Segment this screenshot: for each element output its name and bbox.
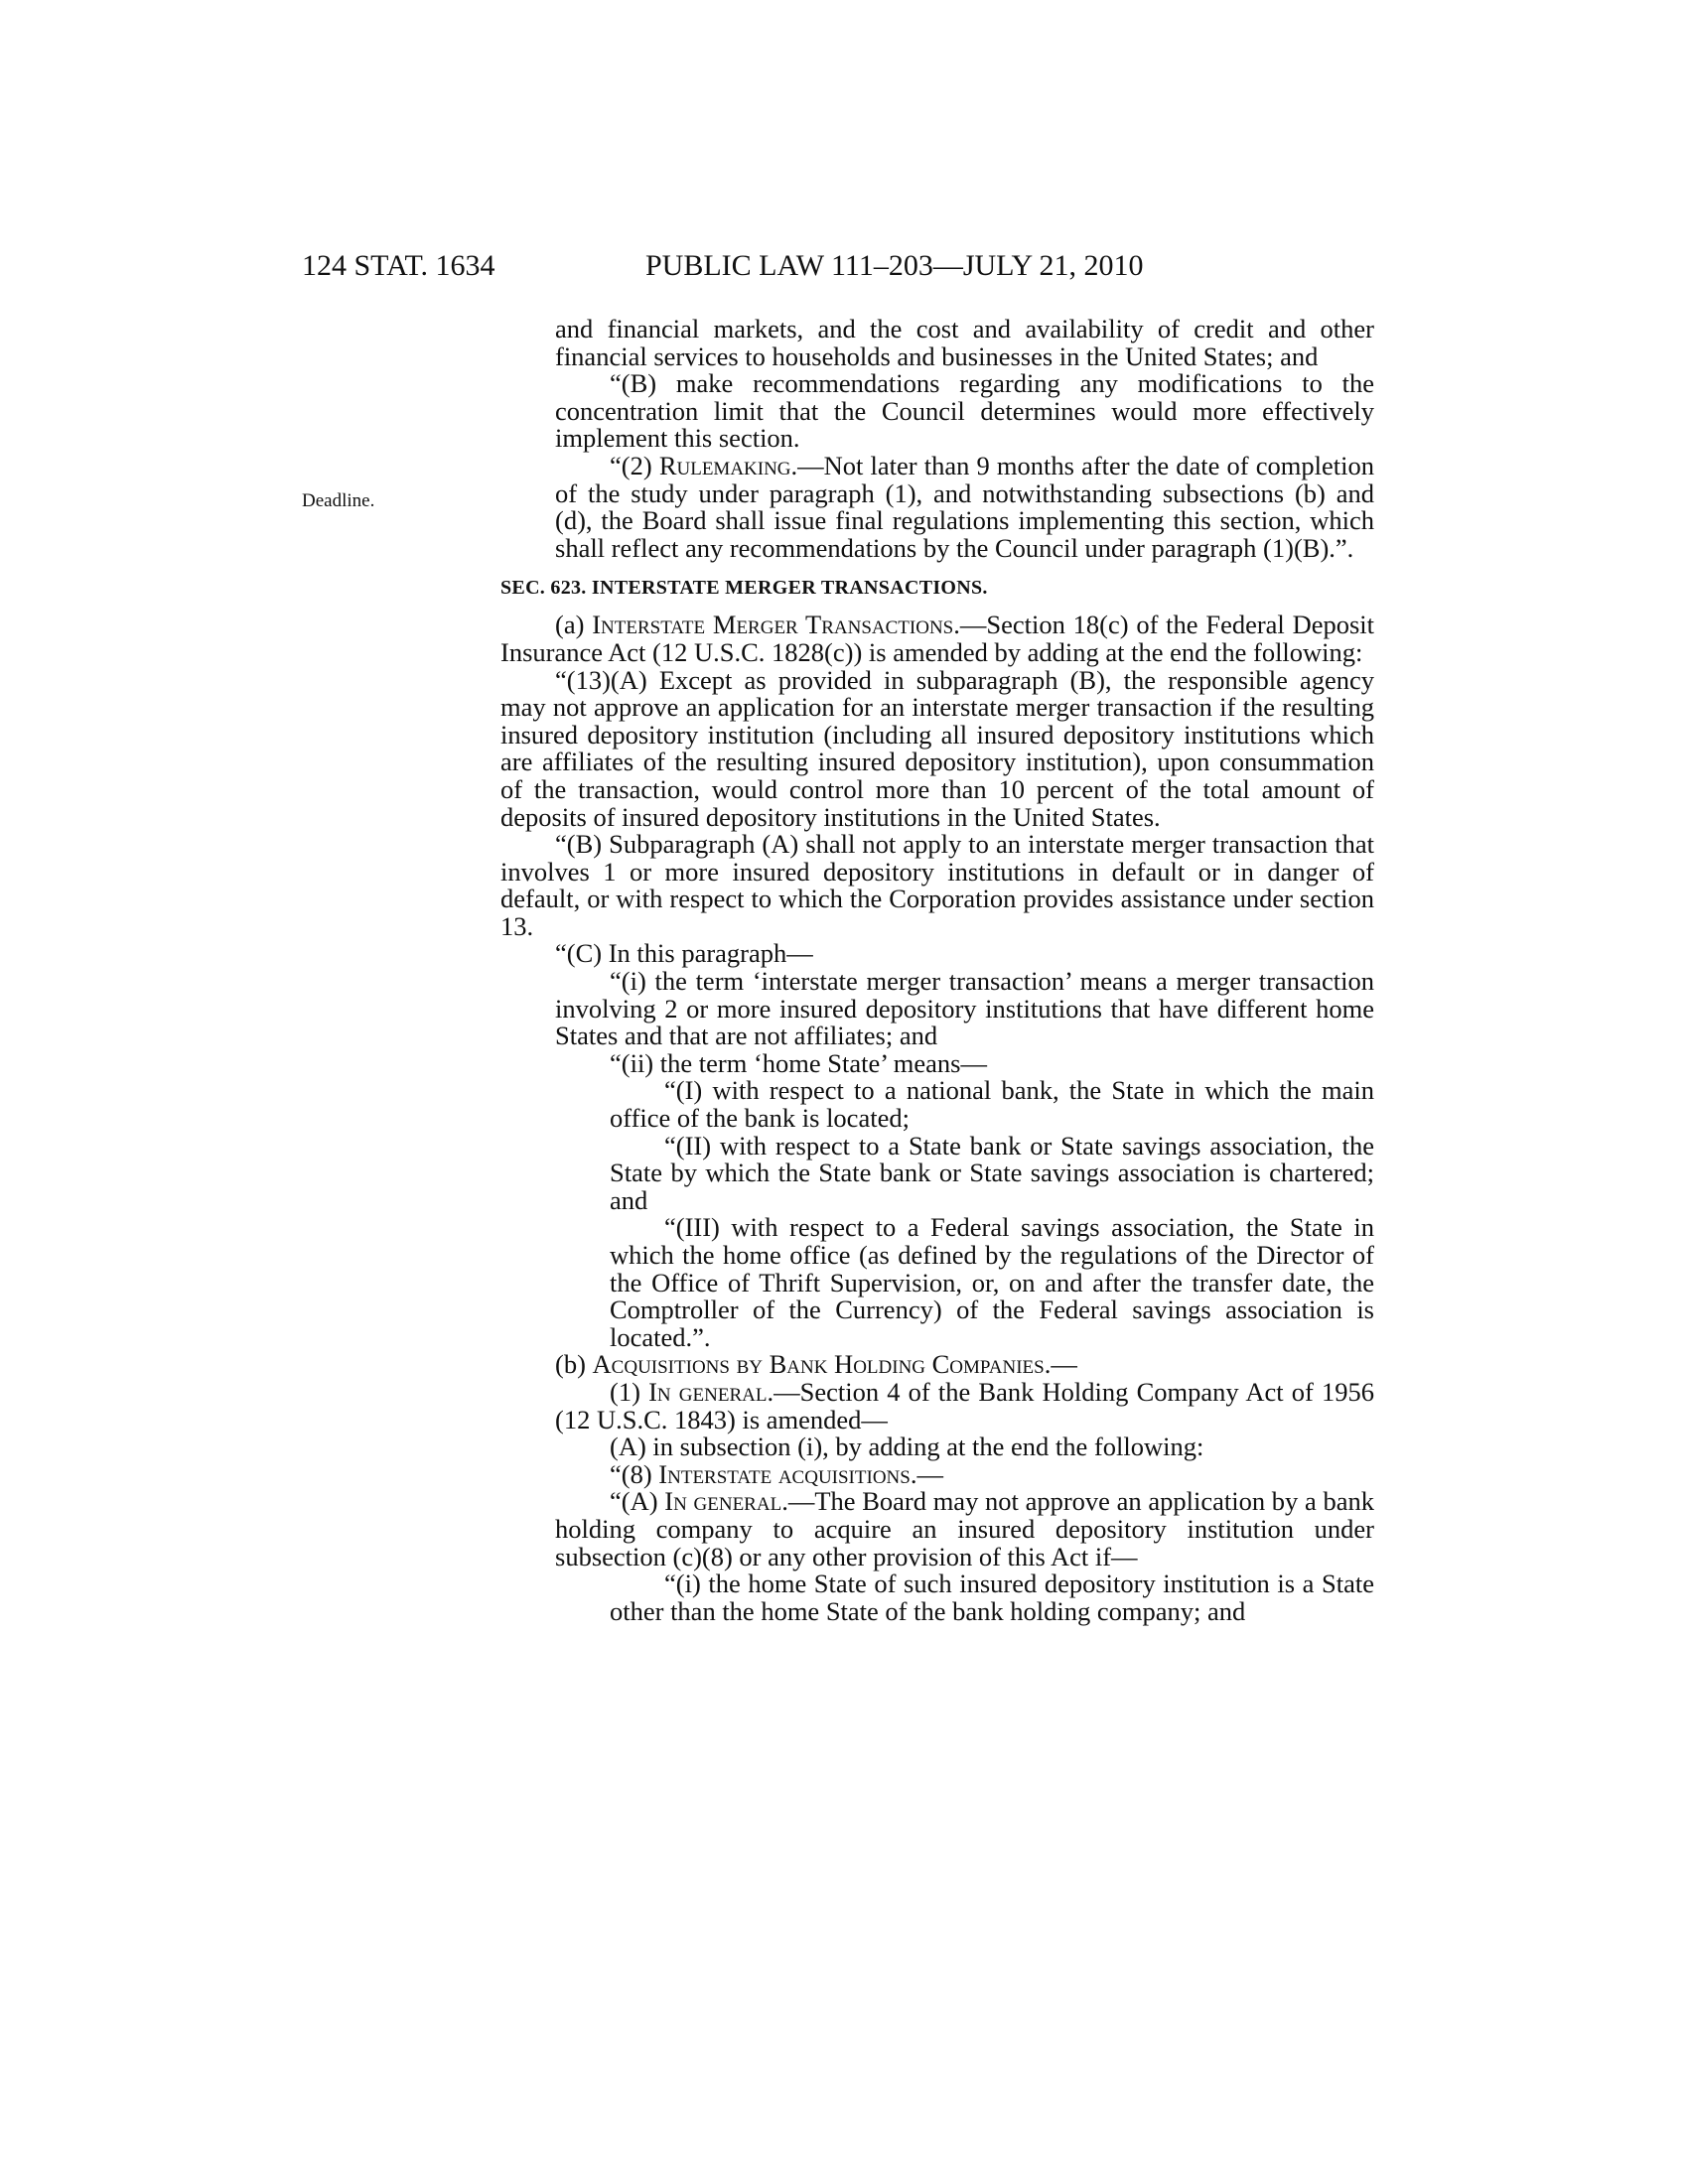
paragraph-b-acquisitions: (b) Acquisitions by Bank Holding Companies.— (555, 1349, 1077, 1380)
paragraph-8-a-i: “(i) the home State of such insured depository institution is a State other than the home State of the bank holding company; and (610, 1569, 1374, 1626)
paragraph-ii-III: “(III) with respect to a Federal savings association, the State in which the home office (as defined by the regulations of the Director of the Office of Thrift Supervision, or, on and after the transfer date, the Comptroller of the Currency) of the Federal savings association is located.”. (610, 1212, 1374, 1352)
acquisitions-heading: Acquisitions by Bank Holding Companies (592, 1349, 1045, 1380)
interstate-merger-heading: Interstate Merger Transactions (592, 610, 954, 640)
paragraph-13-a: “(13)(A) Except as provided in subparagraph (B), the responsible agency may not approve an application for an interstate merger transaction if the resulting insured depository institution (including all insured depository institutions which are affiliates of the resulting insured depository institution), upon consummation of the transaction, would control more than 10 percent of the total amount of deposits of insured depository institutions in the United States. (500, 664, 1374, 832)
interstate-acquisitions-heading: Interstate acquisitions (658, 1458, 911, 1489)
statute-page-number: 124 STAT. 1634 (302, 249, 495, 282)
page-title: PUBLIC LAW 111–203—JULY 21, 2010 (645, 249, 1144, 282)
paragraph-c-i: “(i) the term ‘interstate merger transaction’ means a merger transaction involving 2 or more insured depository institutions that have different home States and that are not affiliates; and (555, 966, 1374, 1051)
paragraph-b-recommendations: “(B) make recommendations regarding any modifications to the concentration limit that the Council determines would more effectively implement this section. (555, 368, 1374, 454)
document-body (500, 316, 1374, 1625)
in-general-heading: In general (648, 1376, 768, 1407)
margin-note-deadline: Deadline. (302, 490, 375, 511)
paragraph-a-interstate-merger: (a) Interstate Merger Transactions.—Section 18(c) of the Federal Deposit Insurance Act (12 U.S.C. 1828(c)) is amended by adding at the end the following: (500, 610, 1375, 667)
paragraph-ii-I: “(I) with respect to a national bank, the State in which the main office of the bank is located; (610, 1075, 1374, 1134)
paragraph-1-in-general: (1) In general.—Section 4 of the Bank Holding Company Act of 1956 (12 U.S.C. 1843) is amended— (555, 1376, 1374, 1434)
paragraph-8-a-in-general: “(A) In general.—The Board may not approve an application by a bank holding company to acquire an insured depository institution under subsection (c)(8) or any other provision of this Act if— (555, 1486, 1374, 1571)
paragraph-c-ii: “(ii) the term ‘home State’ means— (610, 1047, 987, 1078)
paragraph-ii-II: “(II) with respect to a State bank or State savings association, the State by which the State bank or State savings association is chartered; and (610, 1130, 1374, 1215)
section-heading: SEC. 623. INTERSTATE MERGER TRANSACTIONS. (500, 577, 988, 600)
paragraph-continuation: and financial markets, and the cost and availability of credit and other financial services to households and businesses in the United States; and (555, 314, 1374, 371)
in-general-heading-2: In general (664, 1486, 782, 1517)
paragraph-8-interstate-acquisitions: “(8) Interstate acquisitions.— (610, 1458, 943, 1489)
paragraph-2-rulemaking: “(2) Rulemaking.—Not later than 9 months after the date of completion of the study under paragraph (1), and notwithstanding subsections (b) and (d), the Board shall issue final regulations implementing this section, which shall reflect any recommendations by the Council under paragraph (1)(B).”. (555, 450, 1374, 563)
paragraph-13-b: “(B) Subparagraph (A) shall not apply to an interstate merger transaction that involves 1 or more insured depository institutions in default or in danger of default, or with respect to which the Corporation provides assistance under section 13. (500, 829, 1374, 941)
rulemaking-heading: Rulemaking (658, 450, 791, 480)
paragraph-a-subsection-i: (A) in subsection (i), by adding at the end the following: (610, 1432, 1204, 1462)
paragraph-13-c: “(C) In this paragraph— (555, 938, 813, 969)
